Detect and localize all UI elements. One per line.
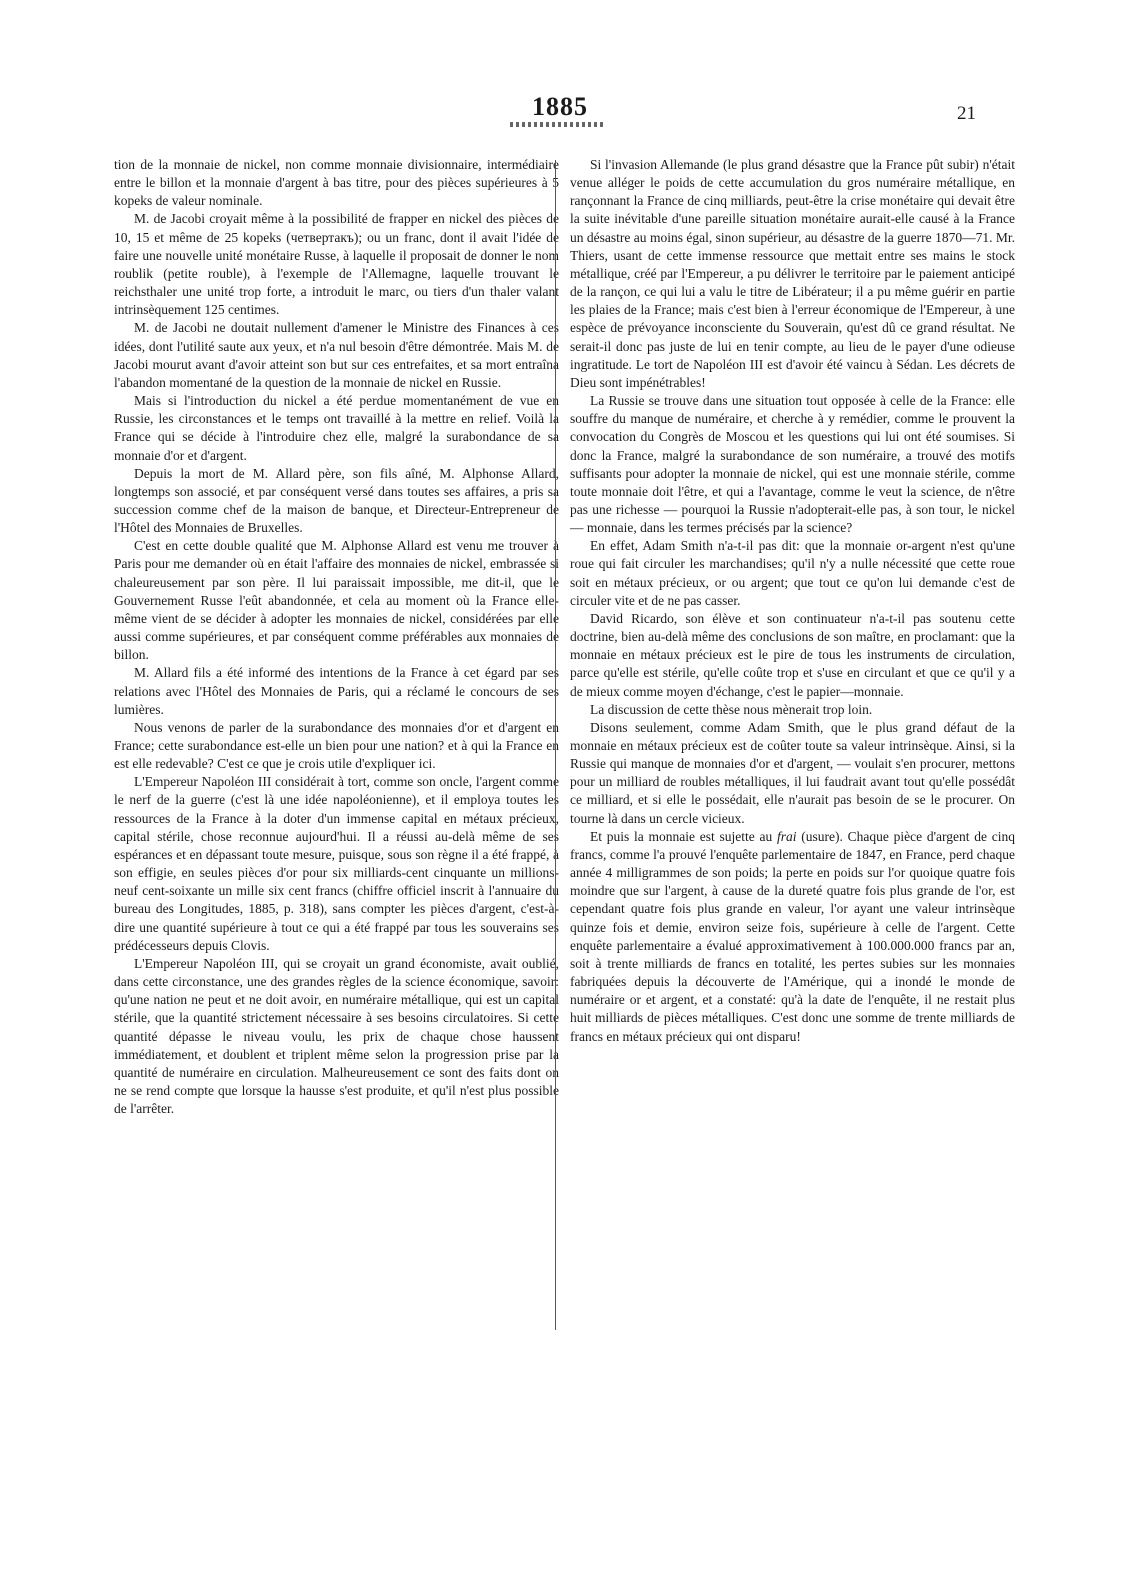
paragraph-frai	[570, 828, 1015, 1046]
paragraph: M. de Jacobi croyait même à la possibilité de frapper en nickel des pièces de 10, 15 et même de 25 kopeks (четвертакъ); ou un franc, dont il avait l'idée de faire une nouvelle unité monétaire Russe, à laquelle il proposait de donner le nom roublik (petite rouble), à l'exemple de l'Allemagne, laquelle trouvant le reichsthaler une unité trop forte, a introduit le marc, ou tiers d'un thaler valant intrinsèquement 125 centimes.	[114, 211, 559, 318]
paragraph: Depuis la mort de M. Allard père, son fils aîné, M. Alphonse Allard, longtemps son associé, et par conséquent versé dans toutes ses affaires, a pris sa succession comme chef de la maison de banque, et Directeur-Entrepreneur de l'Hôtel des Monnaies de Bruxelles.	[114, 465, 559, 536]
paragraph: Mais si l'introduction du nickel a été perdue momentanément de vue en Russie, les circonstances et le temps ont travaillé à la mettre en relief. Voilà la France qui se décide à l'introduire chez elle, malgré la surabondance de sa monnaie d'or et d'argent.	[114, 393, 559, 463]
left-column	[114, 156, 559, 1118]
frai-before: Et puis la monnaie est sujette au	[590, 828, 777, 844]
paragraph: La discussion de cette thèse nous mènerait trop loin.	[590, 701, 873, 717]
paragraph: Nous venons de parler de la surabondance des monnaies d'or et d'argent en France; cette surabondance est-elle un bien pour une nation? et à qui la France en est elle redevable? C'est ce que je crois utile d'expliquer ici.	[114, 719, 559, 772]
paragraph: Si l'invasion Allemande (le plus grand désastre que la France pût subir) n'était venue alléger le poids de cette accumulation du gros numéraire métallique, en rançonnant la France de cinq milliards, peut-être la crise monétaire qui devait être la suite inévitable d'une pareille situation monétaire aurait-elle causé à la France un désastre au moins égal, sinon supérieur, au désastre de la guerre 1870—71. Mr. Thiers, usant de cette immense ressource que mettait entre ses mains le stock métallique, créé par l'Empereur, a pu délivrer le territoire par le paiement anticipé de la rançon, ce qui lui a valu le titre de Libérateur; il a pu même guérir en partie les plaies de la France; mais c'est bien à l'erreur économique de l'Empereur, à une espèce de prévoyance inconsciente du Souverain, qu'est dû ce grand résultat. Ne serait-il donc pas juste de lui en tenir compte, au lieu de le payer d'une odieuse ingratitude. Le tort de Napoléon III est d'avoir été vaincu à Sédan. Les décrets de Dieu sont impénétrables!	[570, 157, 1015, 390]
paragraph: tion de la monnaie de nickel, non comme monnaie divisionnaire, intermédiaire entre le billon et la monnaie d'argent à bas titre, pour des pièces supérieures à 5 kopeks de valeur nominale.	[114, 157, 559, 209]
paragraph: La Russie se trouve dans une situation tout opposée à celle de la France: elle souffre du manque de numéraire, et cherche à y remédier, comme le prouvent la convocation du Congrès de Moscou et les questions qui lui ont été soumises. Si donc la France, malgré la surabondance de son numéraire, a trouvé des motifs suffisants pour adopter la monnaie de nickel, qui est une monnaie stérile, comme toute monnaie doit l'être, et qui a l'avantage, comme le veut la science, de n'être pas une richesse — pourquoi la Russie n'adopterait-elle pas, à son tour, le nickel — monnaie, dans les termes précisés par la science?	[570, 393, 1015, 536]
frai-after: (usure). Chaque pièce d'argent de cinq francs, comme l'a prouvé l'enquête parlementaire de 1847, en France, perd chaque année 4 milligrammes de son poids; la perte en poids sur l'or quoique quatre fois moindre que sur l'argent, à cause de la dureté quatre fois plus grande de l'or, est cependant quatre fois plus grande en valeur, l'or ayant une valeur intrinsèque quinze fois et demie, environ seize fois, supérieure à celle de l'argent. Cette enquête parlementaire a évalué approximativement à 100.000.000 francs par an, soit à trente milliards de francs en totalité, les pertes subies sur les monnaies fabriquées depuis la découverte de l'Amérique, qui a inondé le monde de numéraire or et argent, et a constaté: qu'à la date de l'enquête, il ne restait plus huit milliards de pièces métalliques. C'est donc une somme de trente milliards de francs en métaux précieux qui ont disparu!	[570, 828, 1015, 1044]
header-ornament-rule	[510, 122, 606, 127]
paragraph: M. Allard fils a été informé des intentions de la France à cet égard par ses relations avec l'Hôtel des Monnaies de Paris, qui a réclamé le concours de ses lumières.	[114, 665, 559, 717]
paragraph: C'est en cette double qualité que M. Alphonse Allard est venu me trouver à Paris pour me demander où en était l'affaire des monnaies de nickel, embrassée si chaleureusement par son père. Il lui paraissait impossible, me dit-il, que le Gouvernement Russe l'eût abandonnée, et cela au moment où la France elle-même vient de se décider à adopter les monnaies de nickel, considérées par elle aussi comme supérieures, et par conséquent comme préférables aux monnaies de billon.	[114, 538, 559, 663]
page-number: 21	[957, 103, 976, 124]
paragraph: M. de Jacobi ne doutait nullement d'amener le Ministre des Finances à ces idées, dont l'utilité saute aux yeux, et n'a nul besoin d'être démontrée. Mais M. de Jacobi mourut avant d'avoir atteint son but sur ces entrefaites, et sa mort entraîna l'abandon momentané de la question de la monnaie de nickel en Russie.	[114, 320, 559, 390]
right-column	[570, 156, 1015, 1046]
paragraph: L'Empereur Napoléon III, qui se croyait un grand économiste, avait oublié, dans cette circonstance, une des grandes règles de la science économique, savoir: qu'une nation ne peut et ne doit avoir, en numéraire métallique, qui est un capital stérile, que la quantité strictement nécessaire à ses besoins circulatoires. Si cette quantité dépasse le niveau voulu, les prix de chaque chose haussent immédiatement, et doublent et triplent même selon la progression prise par la quantité de numéraire en circulation. Malheureusement ce sont des faits dont on ne se rend compte que lorsque la hausse s'est produite, et qu'il n'est plus possible de l'arrêter.	[114, 955, 559, 1117]
paragraph: Disons seulement, comme Adam Smith, que le plus grand défaut de la monnaie en métaux précieux est de coûter toute sa valeur intrinsèque. Ainsi, si la Russie qui manque de monnaies d'or et d'argent, — voulait s'en procurer, mettons pour un milliard de roubles métalliques, il lui faudrait avant tout qu'elle possédât ce milliard, et si elle le possédait, elle n'aurait pas besoin de se le procurer. On tourne là dans un cercle vicieux.	[570, 719, 1015, 826]
paragraph: David Ricardo, son élève et son continuateur n'a-t-il pas soutenu cette doctrine, bien au-delà même des conclusions de son maître, en proclamant: que la monnaie en métaux précieux est le pire de tous les instruments de circulation, parce qu'elle est stérile, qu'elle coûte trop et s'use en circulant et que ce qu'il y a de mieux comme moyen d'échange, c'est le papier—monnaie.	[570, 610, 1015, 699]
paragraph: En effet, Adam Smith n'a-t-il pas dit: que la monnaie or-argent n'est qu'une roue qui fait circuler les marchandises; qu'il n'y a nulle nécessité que cette roue soit en métaux précieux, or ou argent; que tout ce qu'on lui demande c'est de circuler vite et de ne pas casser.	[570, 538, 1015, 608]
paragraph: L'Empereur Napoléon III considérait à tort, comme son oncle, l'argent comme le nerf de la guerre (c'est là une idée napoléonienne), et il employa toutes les ressources de la France à la doter d'un immense capital en métaux précieux, capital stérile, chose reconnue aujourd'hui. Il a réussi au-delà même de ses espérances et en dépassant toute mesure, puisque, sous son règne il a été frappé, à son effigie, en seules pièces d'or pour six milliards-cent cinquante un millions-neuf cent-soixante un mille six cent francs (chiffre officiel inscrit à l'annuaire du bureau des Longitudes, 1885, p. 318), sans compter les pièces d'argent, c'est-à-dire une quantité supérieure à tout ce qui a été frappé par tous les souverains ses prédécesseurs depuis Clovis.	[114, 774, 559, 953]
column-divider	[555, 160, 556, 1330]
header-year: 1885	[532, 92, 588, 121]
frai-italic-term: frai	[776, 828, 797, 844]
